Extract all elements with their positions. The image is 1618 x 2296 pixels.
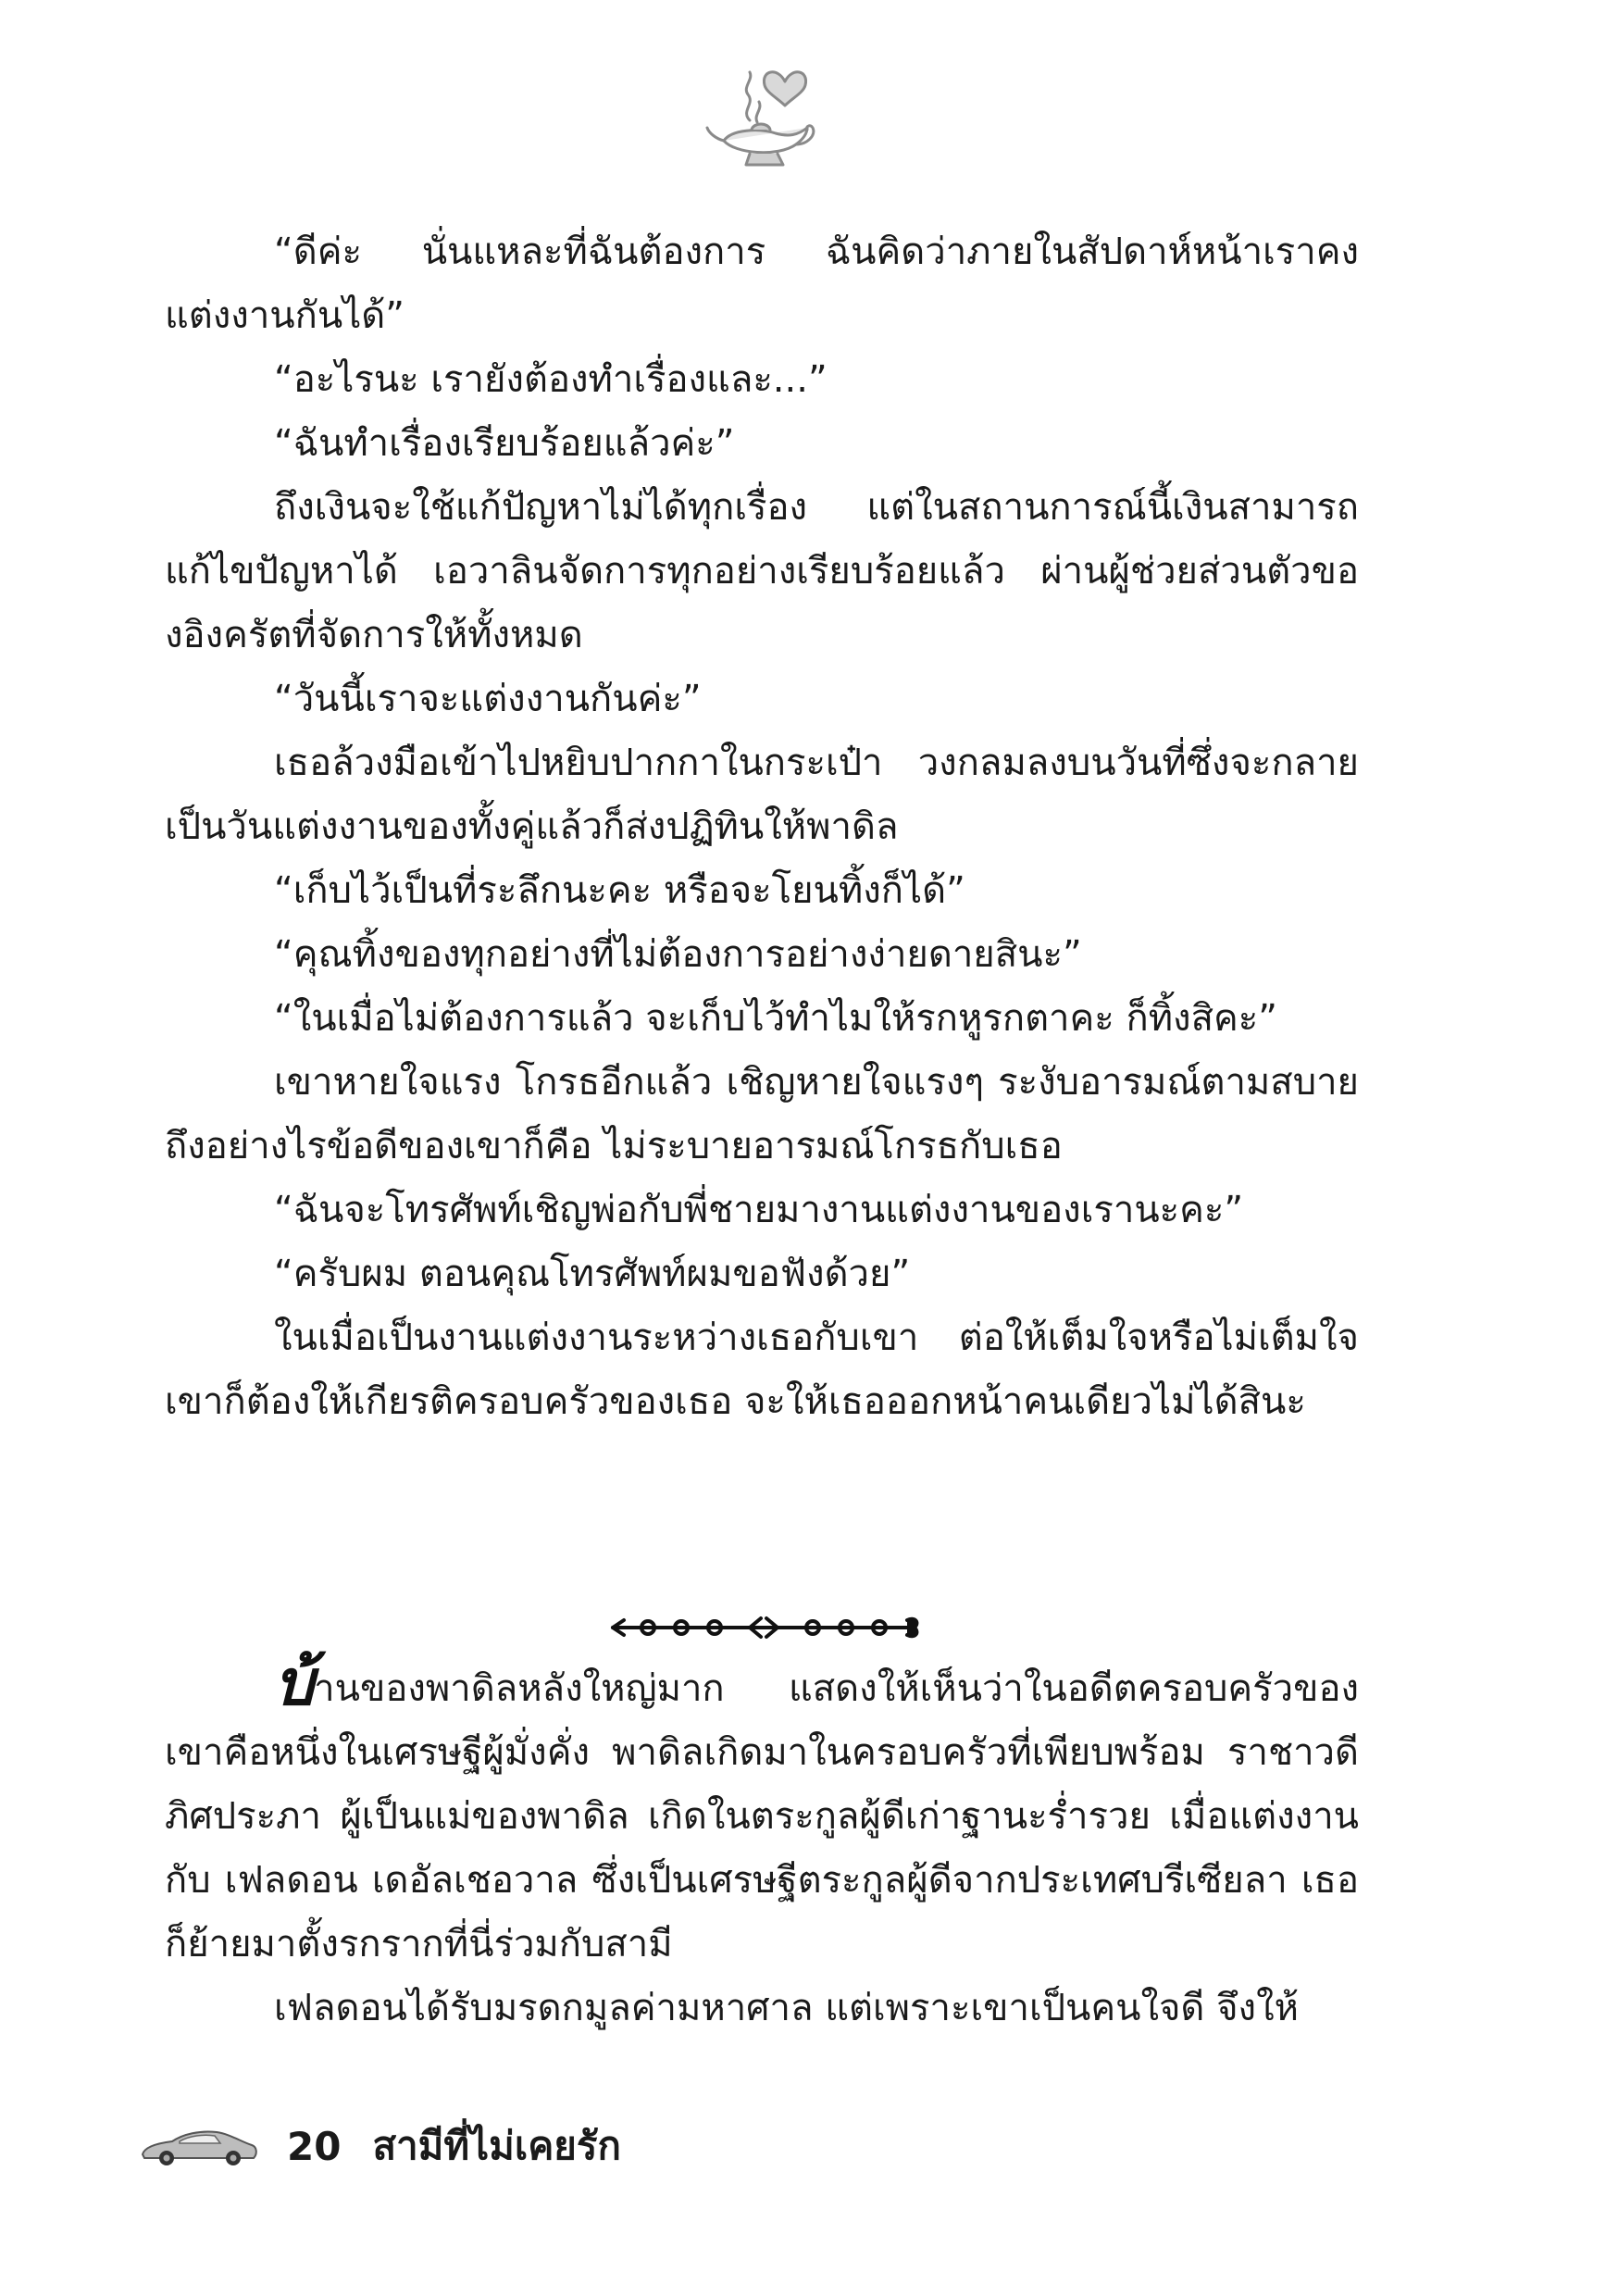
book-title: สามีที่ไม่เคยรัก [372, 2123, 621, 2168]
paragraph: “ครับผม ตอนคุณโทรศัพท์ผมขอฟังด้วย” [274, 1253, 911, 1295]
paragraph: “ดีค่ะ นั่นแหละที่ฉันต้องการ ฉันคิดว่าภายในสัปดาห์หน้าเราคงแต่งงานกันได้” [165, 231, 1359, 337]
sports-car-icon [139, 2123, 259, 2169]
page-number: 20 [287, 2123, 342, 2169]
paragraph: “ฉันจะโทรศัพท์เชิญพ่อกับพี่ชายมางานแต่งงานของเรานะคะ” [274, 1189, 1244, 1231]
paragraph: ถึงเงินจะใช้แก้ปัญหาไม่ได้ทุกเรื่อง แต่ในสถานการณ์นี้เงินสามารถแก้ไขปัญหาได้ เอวาลินจัดการทุกอย่างเรียบร้อยแล้ว ผ่านผู้ช่วยส่วนตัวของอิงครัตที่จัดการให้ทั้งหมด [165, 486, 1359, 656]
paragraph: “วันนี้เราจะแต่งงานกันค่ะ” [274, 678, 702, 720]
paragraph: “ฉันทำเรื่องเรียบร้อยแล้วค่ะ” [274, 422, 735, 465]
main-text [165, 220, 1359, 1434]
drop-cap: บ้ [274, 1646, 315, 1720]
section-two-text [165, 1646, 1359, 2040]
page-footer [139, 2118, 972, 2174]
paragraph: เฟลดอนได้รับมรดกมูลค่ามหาศาล แต่เพราะเขาเป็นคนใจดี จึงให้ [274, 1987, 1299, 2029]
paragraph: “เก็บไว้เป็นที่ระลึกนะคะ หรือจะโยนทิ้งก็ได้” [274, 869, 965, 912]
paragraph: “คุณทิ้งของทุกอย่างที่ไม่ต้องการอย่างง่ายดายสินะ” [274, 933, 1082, 976]
paragraph: “อะไรนะ เรายังต้องทำเรื่องและ...” [274, 358, 828, 401]
paragraph: เขาหายใจแรง โกรธอีกแล้ว เชิญหายใจแรงๆ ระงับอารมณ์ตามสบาย ถึงอย่างไรข้อดีของเขาก็คือ ไม่ระบายอารมณ์โกรธกับเธอ [165, 1061, 1359, 1167]
paragraph [165, 1646, 1359, 1977]
paragraph-text: านของพาดิลหลังใหญ่มาก แสดงให้เห็นว่าในอดีตครอบครัวของเขาคือหนึ่งในเศรษฐีผู้มั่งคั่ง พาดิลเกิดมาในครอบครัวที่เพียบพร้อม ราชาวดี ภิศประภา ผู้เป็นแม่ของพาดิล เกิดในตระกูลผู้ดีเก่าฐานะร่ำรวย เมื่อแต่งงานกับ เฟลดอน เดอัลเชอวาล ซึ่งเป็นเศรษฐีตระกูลผู้ดีจากประเทศบรีเซียลา เธอก็ย้ายมาตั้งรกรากที่นี่ร่วมกับสามี [165, 1667, 1359, 1965]
flourish-divider-icon [602, 1609, 926, 1646]
lamp-heart-ornament-icon [703, 56, 833, 176]
paragraph: เธอล้วงมือเข้าไปหยิบปากกาในกระเป๋า วงกลมลงบนวันที่ซึ่งจะกลายเป็นวันแต่งงานของทั้งคู่แล้วก็ส่งปฏิทินให้พาดิล [165, 742, 1359, 848]
paragraph: “ในเมื่อไม่ต้องการแล้ว จะเก็บไว้ทำไมให้รกหูรกตาคะ ก็ทิ้งสิคะ” [274, 997, 1277, 1040]
paragraph: ในเมื่อเป็นงานแต่งงานระหว่างเธอกับเขา ต่อให้เต็มใจหรือไม่เต็มใจ เขาก็ต้องให้เกียรติครอบครัวของเธอ จะให้เธอออกหน้าคนเดียวไม่ได้สินะ [165, 1316, 1359, 1423]
